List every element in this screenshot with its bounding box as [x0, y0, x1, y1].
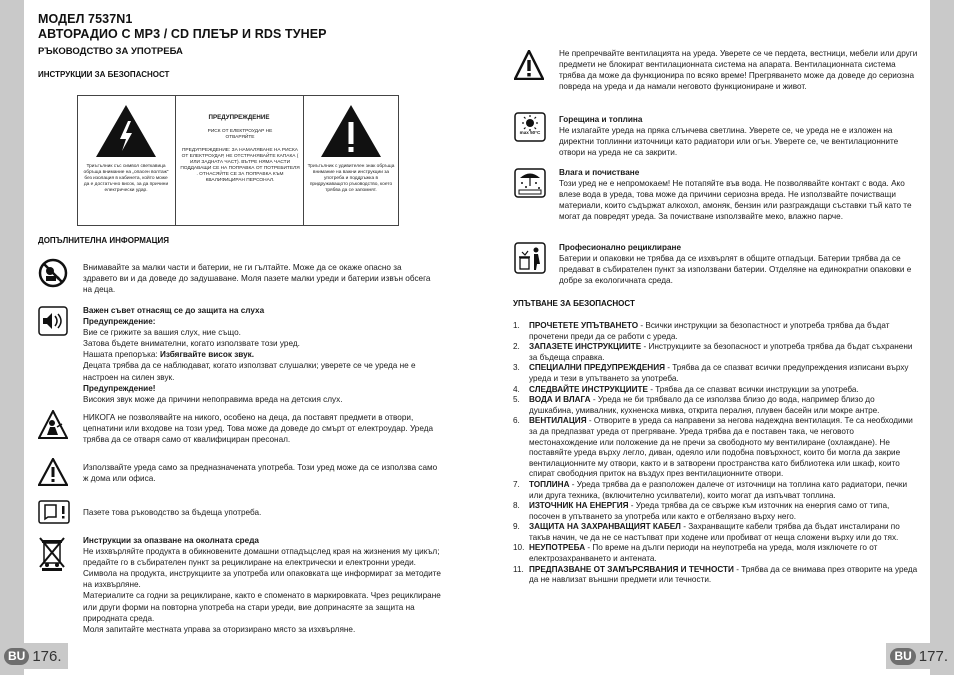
list-item: [513, 321, 918, 342]
item-number: 6.: [513, 416, 520, 426]
heat-title: Горещина и топлина: [559, 115, 643, 124]
environment-body-2: Материалите са годни за рециклиране, както е споменато в маркировката. Чрез рециклиране или други форми на повторна употреба на стари уреди, вие допринасяте за защита на природната среда.: [83, 591, 441, 623]
item-key: ПРЕДПАЗВАНЕ ОТ ЗАМЪРСЯВАНИЯ И ТЕЧНОСТИ: [529, 564, 734, 574]
item-number: 2.: [513, 342, 520, 352]
hearing-recommend-label: Нашата препоръка:: [83, 350, 160, 360]
heat-section: [559, 114, 919, 158]
child-safety-icon: [38, 410, 68, 440]
small-parts-text: Внимавайте за малки части и батерии, не ги гълтайте. Може да се окаже опасно за здравето ви и да доведе до задушаване. Моля пазете малки уреди и батерии извън обсега на деца.: [83, 263, 431, 295]
item-number: 11.: [513, 564, 524, 574]
recycling-section: [559, 242, 919, 286]
item-number: 5.: [513, 395, 520, 405]
recycling-icon: [514, 242, 546, 274]
item-key: ЗАПАЗЕТЕ ИНСТРУКЦИИТЕ: [529, 342, 642, 352]
item-key: СПЕЦИАЛНИ ПРЕДУПРЕЖДЕНИЯ: [529, 363, 665, 373]
item-text: - Захранващите кабели трябва да бъдат инсталирани по такъв начин, че да не се настъпват при ходене или пробиват от неща сложени върху или до тях.: [529, 522, 900, 542]
list-item: [513, 480, 918, 501]
item-text: - Уреда не би трябвало да се използва близо до вода, например близо до душкабина, умивалник, кухненска мивка, открита пералня, плувен басейн или мокре антре.: [529, 395, 880, 415]
item-number: 4.: [513, 384, 520, 394]
environment-body-3: Моля запитайте местната управа за оторизирано място за изхвърляне.: [83, 624, 356, 634]
recycling-body: Батерии и опаковки не трябва да се изхвърлят в общите отпадъци. Батерии трябва да се предават в събирателен пункт за използвани батерии. Отделяне на единократни опаковки е добре за екологичната среда.: [559, 254, 912, 286]
hearing-section: [83, 305, 438, 405]
right-page-number: [886, 643, 954, 669]
moisture-title: Влага и почистване: [559, 168, 640, 177]
safety-warning-box: [77, 95, 399, 226]
language-badge: BU: [890, 648, 915, 665]
environment-title: Инструкции за опазване на околната среда: [83, 536, 259, 545]
right-sidebar: [930, 0, 954, 675]
product-title: АВТОРАДИО С MP3 / CD ПЛЕЪР И RDS ТУНЕР: [38, 27, 327, 41]
hearing-warning-label-2: Предупреждение!: [83, 383, 156, 393]
item-text: - Трябва да се спазват всички инструкции за употреба.: [647, 384, 859, 394]
item-number: 7.: [513, 479, 520, 489]
item-text: - Трябва да се спазват всички предупреждения изписани върху уреда и тези в упътването за употреба.: [529, 363, 909, 383]
left-page-number: [0, 643, 68, 669]
caution-icon: [38, 458, 68, 486]
exclamation-cell: [304, 96, 398, 225]
environment-body: Не изхвърляйте продукта в обикновените домашни отпадъцслед края на жизнения му цикъл; предайте го в събирателен пункт за рециклиране на електрически и електронни уреди. Символа на продукта, инструкциите за употреба или опаковката ще информират за методите на изхвърляне.: [83, 547, 441, 590]
lightning-cell: [78, 96, 176, 225]
item-key: ПРОЧЕТЕТЕ УПЪТВАНЕТО: [529, 321, 639, 330]
hearing-line-4: Децата трябва да се наблюдават, когато използват слушалки; уверете се че уреда не е настроен на силен звук.: [83, 361, 416, 382]
warning-body-text: ПРЕДУПРЕЖДЕНИЕ: ЗА НАМАЛЯВАНЕ НА РИСКА ОТ ЕЛЕКТРОУДАР, НЕ ОТСТРАНЯВАЙТЕ КАПАКА ( ИЛИ ЗАДНАТА ЧАСТ). ВЪТРЕ НЯМА ЧАСТИ ПОДДАВАЩИ СЕ НА ПОПРАВКА ОТ ПОТРЕБИТЕЛЯ . ОТНАСЯЙТЕ СЕ ЗА ПОПРАВКА КЪМ КВАЛИФИЦИРАН ПЕРСОНАЛ.: [180, 148, 300, 183]
no-small-parts-icon: [38, 258, 68, 288]
item-key: ВОДА И ВЛАГА: [529, 395, 591, 405]
list-item: [513, 385, 918, 396]
ventilation-caution-icon: [514, 50, 544, 80]
shock-risk-text: РИСК ОТ ЕЛЕКТРОУДАР НЕ ОТВАРЯЙТЕ: [207, 129, 273, 140]
list-item: [513, 501, 918, 522]
exclamation-warning-icon: [320, 104, 382, 158]
item-text: - По време на дълги периоди на неупотреба на уреда, моля изключете го от електрозахранването и антената.: [529, 543, 878, 564]
item-number: 9.: [513, 522, 520, 532]
hearing-warning-label: Предупреждение:: [83, 317, 156, 327]
list-item: [513, 565, 918, 586]
warning-title: ПРЕДУПРЕЖДЕНИЕ: [208, 114, 270, 121]
item-key: ВЕНТИЛАЦИЯ: [529, 416, 587, 426]
list-item: [513, 522, 918, 543]
list-item: [513, 363, 918, 384]
list-item: [513, 543, 918, 564]
item-text: - Всички инструкции за безопастност и употреба трябва да бъдат прочетени преди да се работи с уреда.: [529, 321, 890, 341]
safety-instructions-heading: ИНСТРУКЦИИ ЗА БЕЗОПАСНОСТ: [38, 70, 170, 79]
item-number: 1.: [513, 321, 520, 330]
item-text: - Уреда трябва да е разположен далече от източници на топлина като радиатори, печки или друга техника, (включително усилватели), които могат да изпъчват топлина.: [529, 479, 908, 500]
manual-title: РЪКОВОДСТВО ЗА УПОТРЕБА: [38, 46, 183, 57]
item-number: 3.: [513, 363, 520, 373]
heat-body: Не излагайте уреда на пряка слънчева светлина. Уверете се, че уреда не е изложен на директни топлинни източници като радиатори или огън. Уверете се, че вентилационните отвори на уреда не са закрити.: [559, 126, 899, 158]
item-number: 10.: [513, 543, 525, 553]
additional-info-heading: ДОПЪЛНИТЕЛНА ИНФОРМАЦИЯ: [38, 236, 169, 245]
safety-guide-heading: УПЪТВАНЕ ЗА БЕЗОПАСНОСТ: [513, 299, 635, 308]
list-item: [513, 342, 918, 363]
item-key: СЛЕДВАЙТЕ ИНСТРУКЦИИТЕ: [529, 384, 648, 394]
page-number: 176.: [32, 647, 62, 665]
heat-icon-label: max 50°C: [519, 130, 541, 135]
environment-section: [83, 535, 441, 635]
language-badge: BU: [4, 648, 29, 665]
hearing-line-1: Вие се грижите за вашия слух, ние също.: [83, 328, 241, 338]
heat-icon: [514, 112, 546, 142]
exclamation-description: Триъгълник с удивителен знак обръща внимание на важни инструкции за употреба и поддръжка в придружаващото ръководство, което трябва да се запомнят.: [307, 164, 395, 193]
left-sidebar: [0, 0, 24, 675]
lightning-description: Триъгълник със символ светкавица обръщa внимание на „опасен волтаж“ без изолация в кабинета, който може да е достатъчно висок, за да причини електрически удар.: [83, 164, 169, 193]
warning-text-cell: [176, 96, 304, 225]
hearing-protection-icon: [38, 306, 68, 336]
item-text: - Отворите в уреда са направени за негова надеждна вентилация. Те са необходими за да предпазват уреда от прегряване. Уреда трябва да е поставен така, че неговото местонахождение или положение да не пречи за свободното му вентилиране (охлаждане). Не поставяйте уреда върху легло, диван, одеяло или подобна повърхност, които би могла да закрие вентилационните му отвори, както и в затворени пространства като библиотека или шкаф, които спират свободния приток на въздух през вентилационните отвори.: [529, 416, 913, 479]
moisture-section: [559, 167, 919, 222]
hearing-title: Важен съвет отнасящ се до защита на слуха: [83, 306, 265, 315]
ventilation-text: Не препречвайте вентилацията на уреда. Уверете се че пердета, вестници, мебели или други предмети не блокират вентилационната система на апарата. Вентилационната система трябва да може да функционира по всяко време! Прегряването може да доведе до сериозна повреда на уреда и да намали неговото функциониране и живот.: [559, 49, 918, 92]
hearing-line-2: Затова бъдете внимателни, когато използвате този уред.: [83, 339, 300, 349]
safety-list: [513, 321, 918, 586]
page-number: 177.: [918, 647, 948, 665]
intended-use-text: Използвайте уреда само за предназначената употреба. Този уред може да се използва само ж дома или офиса.: [83, 463, 438, 484]
item-key: НЕУПОТРЕБА: [529, 543, 586, 553]
item-number: 8.: [513, 501, 520, 511]
list-item: [513, 416, 918, 480]
moisture-icon: [514, 168, 546, 198]
item-key: ТОПЛИНА: [529, 479, 570, 489]
model-title: МОДЕЛ 7537N1: [38, 12, 133, 26]
item-text: - Трябва да се внимава през отворите на уреда да не навлизат външни предмети или течности.: [529, 564, 918, 585]
keep-manual-text: Пазете това ръководство за бъдеща употреба.: [83, 508, 262, 517]
list-item: [513, 395, 918, 416]
manual-book-icon: [38, 500, 70, 524]
children-warning-text: НИКОГА не позволявайте на никого, особено на деца, да поставят предмети в отвори, цепнатини или входове на този уред. Това може да доведе до смърт от електроудар. Уреда трябва да се отваря само от квалифициран пресонал.: [83, 413, 434, 445]
item-text: - Уреда трябва да се свърже към източник на енергия само от типа, посочен в упътването за употреба или както е отбелязано върху него.: [529, 501, 890, 521]
lightning-warning-icon: [95, 104, 157, 158]
item-key: ЗАЩИТА НА ЗАХРАНВАЩИЯТ КАБЕЛ: [529, 522, 681, 532]
hearing-recommend: Избягвайте висок звук.: [159, 350, 255, 360]
hearing-line-5: Високия звук може да причини непоправима вреда на детския слух.: [83, 394, 343, 404]
item-key: ИЗТОЧНИК НА ЕНЕРГИЯ: [529, 501, 629, 511]
moisture-body: Този уред не е непромокаем! Не потапяйте във вода. Не позволявайте контакт с вода. Ако влезе вода в уреда, това може да причини сериозна вреда. Не използвайте почистващи материали, които съдържат алкохол, амоняк, бензин или разграждащи съставки тъй като те могат да повредят уреда. За почистване използвайте меко, влажно парче.: [559, 179, 912, 222]
weee-bin-icon: [38, 535, 66, 571]
item-text: - Инструкциите за безопасност и употреба трябва да бъдат съхранени за бъдеща справка.: [529, 342, 913, 362]
recycling-title: Професионално рециклиране: [559, 243, 682, 252]
